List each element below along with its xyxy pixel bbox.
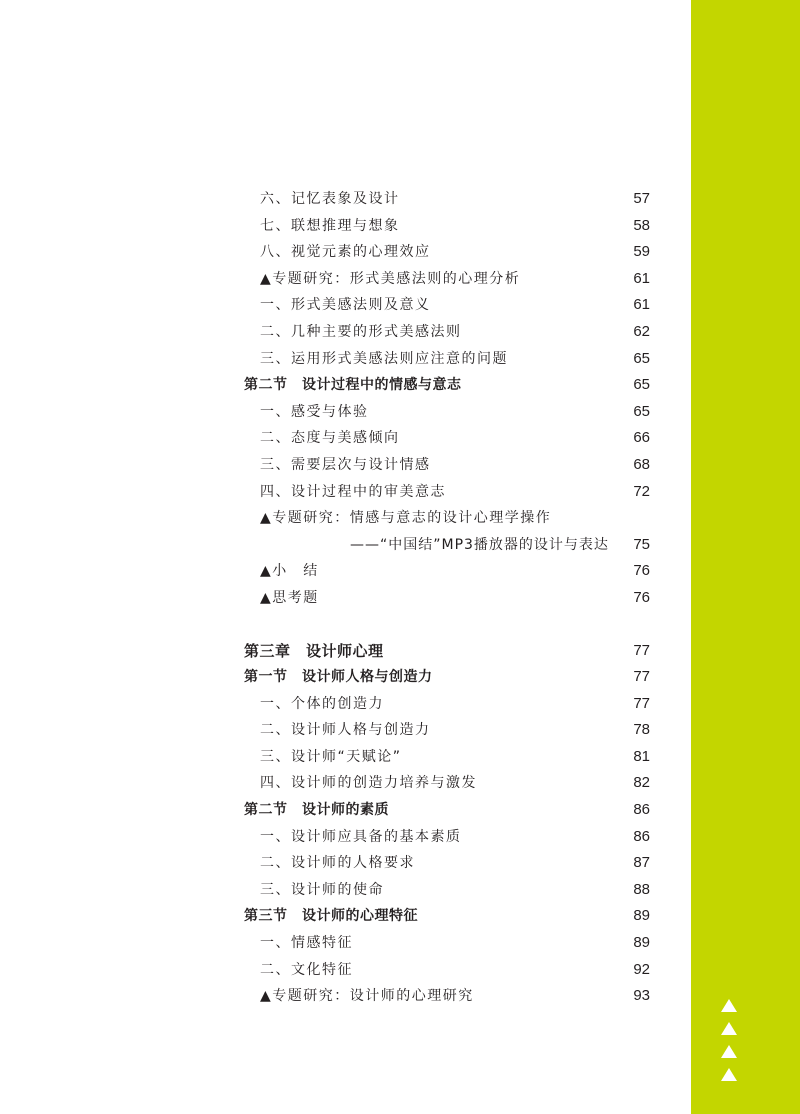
toc-entry-title: 四、设计过程中的审美意志 — [260, 483, 446, 500]
toc-entry-title: ▲小 结 — [260, 563, 319, 580]
toc-entry[interactable] — [244, 532, 650, 559]
toc-page-number: 57 — [633, 190, 650, 207]
toc-entry[interactable] — [244, 319, 650, 346]
toc-page-number: 77 — [633, 694, 650, 712]
triangle-marks — [721, 999, 739, 1091]
toc-page-number: 65 — [633, 376, 650, 394]
triangle-icon — [721, 1045, 737, 1058]
toc-section-entry[interactable] — [244, 903, 650, 930]
toc-entry-title: ▲专题研究：情感与意志的设计心理学操作 — [260, 510, 552, 527]
toc-page-number: 77 — [633, 668, 650, 686]
toc-page-number: 87 — [633, 854, 650, 872]
toc-page-number: 59 — [633, 243, 650, 261]
toc-entry-title: ▲专题研究：形式美感法则的心理分析 — [260, 270, 521, 287]
toc-entry-title: 二、文化特征 — [260, 961, 353, 978]
toc-entry-title: 第三节 设计师的心理特征 — [244, 908, 418, 925]
toc-entry-title: 二、设计师的人格要求 — [260, 855, 415, 872]
toc-entry-title: 第二节 设计过程中的情感与意志 — [244, 377, 462, 394]
toc-entry-title: ▲专题研究：设计师的心理研究 — [260, 988, 474, 1005]
toc-entry-title: 第三章 设计师心理 — [244, 641, 384, 660]
toc-entry-title: 第二节 设计师的素质 — [244, 802, 389, 819]
toc-page-number: 72 — [633, 482, 650, 500]
toc-page-number: 89 — [633, 907, 650, 925]
toc-entry-title: 第一节 设计师人格与创造力 — [244, 669, 433, 686]
toc-page-number: 77 — [633, 641, 650, 659]
toc-entry-title: 三、设计师“天赋论” — [260, 748, 402, 765]
toc-page-number: 75 — [633, 535, 650, 553]
toc-entry[interactable] — [244, 425, 650, 452]
toc-entry[interactable] — [244, 770, 650, 797]
toc-entry-title: 一、感受与体验 — [260, 403, 369, 420]
toc-entry[interactable] — [244, 824, 650, 851]
toc-entry[interactable] — [244, 479, 650, 506]
toc-page-number: 61 — [633, 296, 650, 314]
toc-page-number: 92 — [633, 960, 650, 978]
toc-entry[interactable] — [244, 850, 650, 877]
toc-page-number: 89 — [633, 934, 650, 952]
toc-entry[interactable] — [244, 744, 650, 771]
toc-section-entry[interactable] — [244, 664, 650, 691]
toc-page-number: 82 — [633, 774, 650, 792]
toc-entry-title: 二、设计师人格与创造力 — [260, 722, 431, 739]
toc-entry[interactable] — [244, 717, 650, 744]
toc-entry[interactable] — [244, 983, 650, 1010]
toc-page-number: 76 — [633, 588, 650, 606]
toc-entry-title: 一、设计师应具备的基本素质 — [260, 828, 462, 845]
toc-entry-title: 三、运用形式美感法则应注意的问题 — [260, 350, 508, 367]
toc-entry-title: 三、设计师的使命 — [260, 881, 384, 898]
toc-entry[interactable] — [244, 691, 650, 718]
toc-page-number: 76 — [633, 562, 650, 580]
toc-page-number: 66 — [633, 429, 650, 447]
toc-entry[interactable] — [244, 452, 650, 479]
toc-page-number: 68 — [633, 455, 650, 473]
toc-entry-title: 一、情感特征 — [260, 935, 353, 952]
toc-entry-title: ——“中国结”MP3播放器的设计与表达 — [350, 536, 609, 553]
triangle-icon — [721, 999, 737, 1012]
toc-page-number: 86 — [633, 827, 650, 845]
toc-entry[interactable] — [244, 957, 650, 984]
toc-entry[interactable] — [244, 558, 650, 585]
toc-section-entry[interactable] — [244, 372, 650, 399]
side-color-band — [691, 0, 800, 1114]
toc-entry-title: 一、个体的创造力 — [260, 695, 384, 712]
toc-page-number: 62 — [633, 322, 650, 340]
toc-entry-title: 三、需要层次与设计情感 — [260, 456, 431, 473]
toc-entry[interactable] — [244, 877, 650, 904]
table-of-contents — [244, 186, 650, 1010]
toc-entry-title: 八、视觉元素的心理效应 — [260, 244, 431, 261]
toc-chapter-entry[interactable] — [244, 638, 650, 665]
toc-entry-title: 一、形式美感法则及意义 — [260, 297, 431, 314]
toc-page-number: 65 — [633, 349, 650, 367]
toc-section-entry[interactable] — [244, 797, 650, 824]
toc-entry[interactable] — [244, 505, 650, 532]
toc-entry-title: 七、联想推理与想象 — [260, 217, 400, 234]
toc-page-number: 93 — [633, 987, 650, 1005]
toc-page-number: 86 — [633, 801, 650, 819]
toc-entry[interactable] — [244, 930, 650, 957]
toc-entry[interactable] — [244, 186, 650, 213]
triangle-icon — [721, 1068, 737, 1081]
triangle-icon — [721, 1022, 737, 1035]
toc-page-number: 81 — [633, 747, 650, 765]
toc-page-number: 61 — [633, 269, 650, 287]
toc-page-number: 78 — [633, 721, 650, 739]
toc-entry[interactable] — [244, 213, 650, 240]
toc-entry[interactable] — [244, 585, 650, 612]
toc-entry[interactable] — [244, 399, 650, 426]
toc-page-number: 58 — [633, 216, 650, 234]
toc-entry[interactable] — [244, 292, 650, 319]
toc-entry-title: ▲思考题 — [260, 589, 319, 606]
toc-entry[interactable] — [244, 346, 650, 373]
toc-entry-title: 六、记忆表象及设计 — [260, 191, 400, 207]
toc-page-number: 88 — [633, 880, 650, 898]
toc-entry[interactable] — [244, 266, 650, 293]
toc-entry-title: 二、几种主要的形式美感法则 — [260, 323, 462, 340]
toc-entry[interactable] — [244, 239, 650, 266]
toc-entry-title: 四、设计师的创造力培养与激发 — [260, 775, 477, 792]
toc-page-number: 65 — [633, 402, 650, 420]
toc-entry-title: 二、态度与美感倾向 — [260, 430, 400, 447]
